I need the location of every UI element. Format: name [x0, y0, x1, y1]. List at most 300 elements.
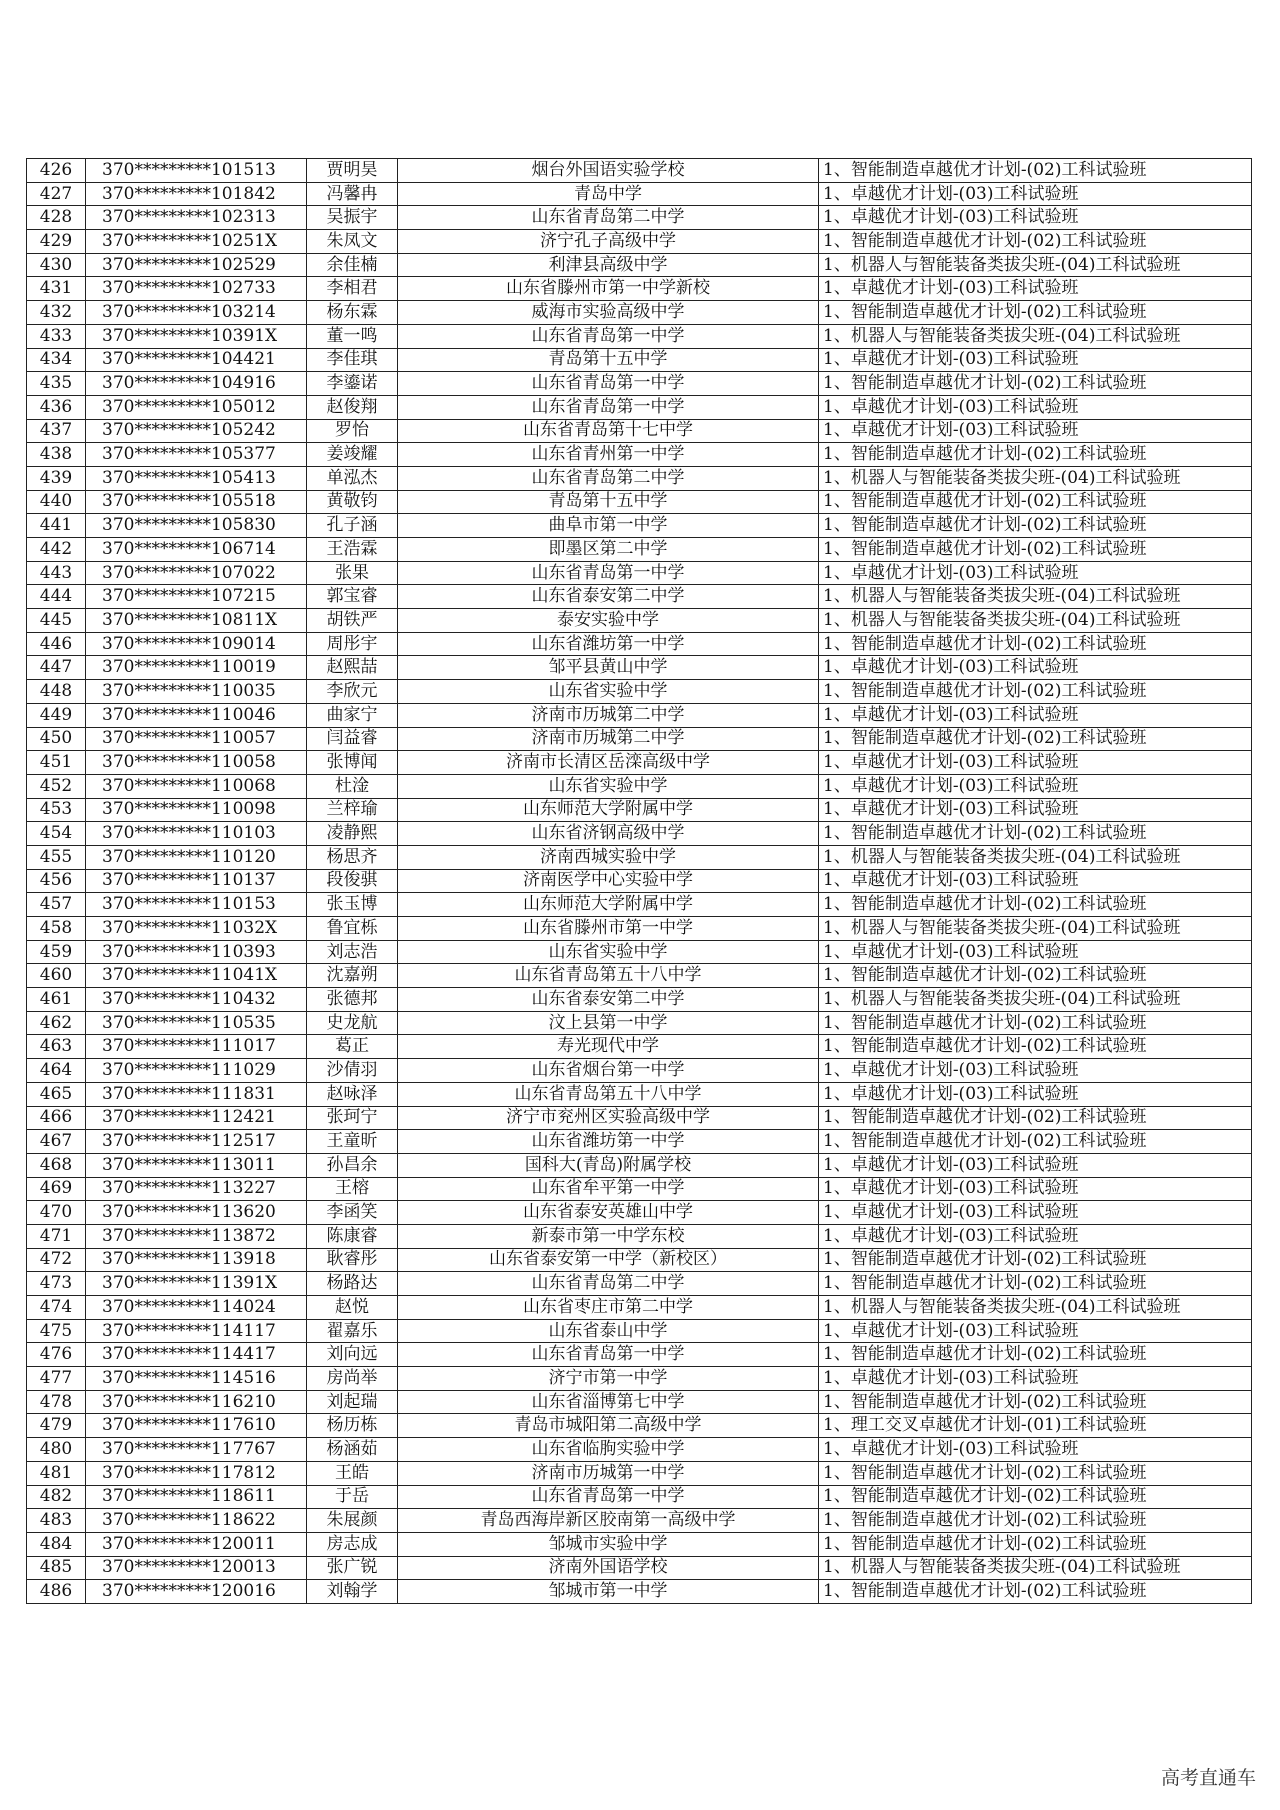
student-name-cell: 凌静熙 — [307, 822, 398, 846]
student-name-cell: 吴振宇 — [307, 206, 398, 230]
student-id-cell: 370*********118611 — [86, 1485, 307, 1509]
student-name-cell: 赵咏泽 — [307, 1082, 398, 1106]
school-name-cell: 济南医学中心实验中学 — [398, 869, 819, 893]
student-id-cell: 370*********105413 — [86, 466, 307, 490]
row-number-cell: 481 — [27, 1461, 86, 1485]
table-row — [27, 159, 1252, 183]
table-row — [27, 1224, 1252, 1248]
row-number-cell: 474 — [27, 1296, 86, 1320]
table-row — [27, 514, 1252, 538]
row-number-cell: 429 — [27, 230, 86, 254]
table-row — [27, 182, 1252, 206]
school-name-cell: 青岛中学 — [398, 182, 819, 206]
school-name-cell: 山东省滕州市第一中学 — [398, 917, 819, 941]
row-number-cell: 475 — [27, 1319, 86, 1343]
row-number-cell: 461 — [27, 988, 86, 1012]
table-row — [27, 538, 1252, 562]
program-name-cell: 1、智能制造卓越优才计划-(02)工科试验班 — [819, 443, 1252, 467]
program-name-cell: 1、智能制造卓越优才计划-(02)工科试验班 — [819, 1532, 1252, 1556]
row-number-cell: 480 — [27, 1438, 86, 1462]
table-row — [27, 1106, 1252, 1130]
row-number-cell: 449 — [27, 703, 86, 727]
program-name-cell: 1、机器人与智能装备类拔尖班-(04)工科试验班 — [819, 917, 1252, 941]
school-name-cell: 山东省青州第一中学 — [398, 443, 819, 467]
school-name-cell: 济南市历城第一中学 — [398, 1461, 819, 1485]
table-row — [27, 1343, 1252, 1367]
student-id-cell: 370*********117812 — [86, 1461, 307, 1485]
school-name-cell: 泰安实验中学 — [398, 609, 819, 633]
table-row — [27, 656, 1252, 680]
program-name-cell: 1、智能制造卓越优才计划-(02)工科试验班 — [819, 680, 1252, 704]
student-name-cell: 张珂宁 — [307, 1106, 398, 1130]
student-name-cell: 闫益睿 — [307, 727, 398, 751]
row-number-cell: 454 — [27, 822, 86, 846]
student-id-cell: 370*********118622 — [86, 1509, 307, 1533]
program-name-cell: 1、智能制造卓越优才计划-(02)工科试验班 — [819, 1580, 1252, 1604]
row-number-cell: 440 — [27, 490, 86, 514]
school-name-cell: 寿光现代中学 — [398, 1035, 819, 1059]
program-name-cell: 1、智能制造卓越优才计划-(02)工科试验班 — [819, 1011, 1252, 1035]
student-id-cell: 370*********110098 — [86, 798, 307, 822]
row-number-cell: 459 — [27, 940, 86, 964]
program-name-cell: 1、机器人与智能装备类拔尖班-(04)工科试验班 — [819, 324, 1252, 348]
row-number-cell: 486 — [27, 1580, 86, 1604]
program-name-cell: 1、机器人与智能装备类拔尖班-(04)工科试验班 — [819, 988, 1252, 1012]
table-row — [27, 1153, 1252, 1177]
table-row — [27, 680, 1252, 704]
table-row — [27, 1485, 1252, 1509]
table-row — [27, 1414, 1252, 1438]
school-name-cell: 山东省泰安第一中学（新校区） — [398, 1248, 819, 1272]
student-id-cell: 370*********120013 — [86, 1556, 307, 1580]
student-name-cell: 李佳琪 — [307, 348, 398, 372]
school-name-cell: 山东师范大学附属中学 — [398, 893, 819, 917]
program-name-cell: 1、智能制造卓越优才计划-(02)工科试验班 — [819, 1485, 1252, 1509]
program-name-cell: 1、卓越优才计划-(03)工科试验班 — [819, 703, 1252, 727]
school-name-cell: 山东省青岛第一中学 — [398, 395, 819, 419]
student-name-cell: 张德邦 — [307, 988, 398, 1012]
school-name-cell: 青岛第十五中学 — [398, 490, 819, 514]
student-name-cell: 曲家宁 — [307, 703, 398, 727]
table-row — [27, 822, 1252, 846]
school-name-cell: 山东省济钢高级中学 — [398, 822, 819, 846]
student-name-cell: 翟嘉乐 — [307, 1319, 398, 1343]
student-id-cell: 370*********117610 — [86, 1414, 307, 1438]
row-number-cell: 458 — [27, 917, 86, 941]
student-name-cell: 史龙航 — [307, 1011, 398, 1035]
student-id-cell: 370*********11041X — [86, 964, 307, 988]
table-row — [27, 703, 1252, 727]
student-id-cell: 370*********104421 — [86, 348, 307, 372]
student-id-cell: 370*********113918 — [86, 1248, 307, 1272]
program-name-cell: 1、智能制造卓越优才计划-(02)工科试验班 — [819, 893, 1252, 917]
row-number-cell: 467 — [27, 1130, 86, 1154]
student-id-cell: 370*********110120 — [86, 845, 307, 869]
table-row — [27, 1580, 1252, 1604]
school-name-cell: 山东省青岛第一中学 — [398, 1343, 819, 1367]
student-name-cell: 杨东霖 — [307, 301, 398, 325]
student-id-cell: 370*********110068 — [86, 774, 307, 798]
table-row — [27, 230, 1252, 254]
table-row — [27, 917, 1252, 941]
table-row — [27, 964, 1252, 988]
student-name-cell: 黄敬钧 — [307, 490, 398, 514]
student-id-cell: 370*********101842 — [86, 182, 307, 206]
student-name-cell: 沈嘉朔 — [307, 964, 398, 988]
school-name-cell: 山东省泰安英雄山中学 — [398, 1201, 819, 1225]
row-number-cell: 463 — [27, 1035, 86, 1059]
student-id-cell: 370*********104916 — [86, 372, 307, 396]
student-id-cell: 370*********105242 — [86, 419, 307, 443]
table-row — [27, 1367, 1252, 1391]
student-id-cell: 370*********110432 — [86, 988, 307, 1012]
student-id-cell: 370*********113872 — [86, 1224, 307, 1248]
student-id-cell: 370*********102313 — [86, 206, 307, 230]
student-id-cell: 370*********10251X — [86, 230, 307, 254]
row-number-cell: 470 — [27, 1201, 86, 1225]
row-number-cell: 483 — [27, 1509, 86, 1533]
student-name-cell: 耿睿彤 — [307, 1248, 398, 1272]
student-id-cell: 370*********105377 — [86, 443, 307, 467]
school-name-cell: 山东省枣庄市第二中学 — [398, 1296, 819, 1320]
row-number-cell: 439 — [27, 466, 86, 490]
school-name-cell: 山东省泰安第二中学 — [398, 585, 819, 609]
program-name-cell: 1、智能制造卓越优才计划-(02)工科试验班 — [819, 1106, 1252, 1130]
student-name-cell: 孙昌余 — [307, 1153, 398, 1177]
school-name-cell: 山东省临朐实验中学 — [398, 1438, 819, 1462]
school-name-cell: 威海市实验高级中学 — [398, 301, 819, 325]
program-name-cell: 1、卓越优才计划-(03)工科试验班 — [819, 1367, 1252, 1391]
table-row — [27, 1556, 1252, 1580]
program-name-cell: 1、卓越优才计划-(03)工科试验班 — [819, 1201, 1252, 1225]
student-name-cell: 罗怡 — [307, 419, 398, 443]
table-row — [27, 1390, 1252, 1414]
table-row — [27, 372, 1252, 396]
row-number-cell: 431 — [27, 277, 86, 301]
student-id-cell: 370*********103214 — [86, 301, 307, 325]
row-number-cell: 479 — [27, 1414, 86, 1438]
student-id-cell: 370*********110153 — [86, 893, 307, 917]
student-id-cell: 370*********120016 — [86, 1580, 307, 1604]
student-name-cell: 杨涵茹 — [307, 1438, 398, 1462]
table-row — [27, 1011, 1252, 1035]
student-name-cell: 鲁宜栎 — [307, 917, 398, 941]
program-name-cell: 1、机器人与智能装备类拔尖班-(04)工科试验班 — [819, 253, 1252, 277]
school-name-cell: 山东省青岛第一中学 — [398, 324, 819, 348]
table-body — [27, 159, 1252, 1604]
school-name-cell: 青岛市城阳第二高级中学 — [398, 1414, 819, 1438]
row-number-cell: 460 — [27, 964, 86, 988]
student-id-cell: 370*********110393 — [86, 940, 307, 964]
student-id-cell: 370*********105518 — [86, 490, 307, 514]
school-name-cell: 山东省实验中学 — [398, 774, 819, 798]
student-name-cell: 赵俊翔 — [307, 395, 398, 419]
student-id-cell: 370*********117767 — [86, 1438, 307, 1462]
table-row — [27, 869, 1252, 893]
student-id-cell: 370*********110103 — [86, 822, 307, 846]
school-name-cell: 青岛西海岸新区胶南第一高级中学 — [398, 1509, 819, 1533]
table-row — [27, 395, 1252, 419]
row-number-cell: 428 — [27, 206, 86, 230]
school-name-cell: 山东省青岛第一中学 — [398, 372, 819, 396]
program-name-cell: 1、机器人与智能装备类拔尖班-(04)工科试验班 — [819, 845, 1252, 869]
row-number-cell: 469 — [27, 1177, 86, 1201]
school-name-cell: 山东省青岛第一中学 — [398, 1485, 819, 1509]
program-name-cell: 1、智能制造卓越优才计划-(02)工科试验班 — [819, 1461, 1252, 1485]
student-id-cell: 370*********105830 — [86, 514, 307, 538]
school-name-cell: 山东省烟台第一中学 — [398, 1059, 819, 1083]
table-row — [27, 419, 1252, 443]
table-row — [27, 206, 1252, 230]
table-row — [27, 751, 1252, 775]
school-name-cell: 新泰市第一中学东校 — [398, 1224, 819, 1248]
row-number-cell: 426 — [27, 159, 86, 183]
school-name-cell: 山东省青岛第二中学 — [398, 1272, 819, 1296]
school-name-cell: 济宁孔子高级中学 — [398, 230, 819, 254]
table-row — [27, 324, 1252, 348]
table-row — [27, 348, 1252, 372]
row-number-cell: 472 — [27, 1248, 86, 1272]
program-name-cell: 1、智能制造卓越优才计划-(02)工科试验班 — [819, 1343, 1252, 1367]
program-name-cell: 1、智能制造卓越优才计划-(02)工科试验班 — [819, 538, 1252, 562]
school-name-cell: 即墨区第二中学 — [398, 538, 819, 562]
table-row — [27, 443, 1252, 467]
student-name-cell: 董一鸣 — [307, 324, 398, 348]
student-id-cell: 370*********114024 — [86, 1296, 307, 1320]
student-name-cell: 郭宝睿 — [307, 585, 398, 609]
student-id-cell: 370*********110058 — [86, 751, 307, 775]
table-row — [27, 1509, 1252, 1533]
row-number-cell: 485 — [27, 1556, 86, 1580]
program-name-cell: 1、智能制造卓越优才计划-(02)工科试验班 — [819, 1390, 1252, 1414]
table-row — [27, 1532, 1252, 1556]
student-name-cell: 刘翰学 — [307, 1580, 398, 1604]
row-number-cell: 477 — [27, 1367, 86, 1391]
student-id-cell: 370*********114417 — [86, 1343, 307, 1367]
student-name-cell: 房志成 — [307, 1532, 398, 1556]
program-name-cell: 1、卓越优才计划-(03)工科试验班 — [819, 1082, 1252, 1106]
school-name-cell: 利津县高级中学 — [398, 253, 819, 277]
school-name-cell: 济南西城实验中学 — [398, 845, 819, 869]
student-name-cell: 李欣元 — [307, 680, 398, 704]
student-name-cell: 李相君 — [307, 277, 398, 301]
row-number-cell: 451 — [27, 751, 86, 775]
student-id-cell: 370*********114516 — [86, 1367, 307, 1391]
row-number-cell: 452 — [27, 774, 86, 798]
table-row — [27, 1461, 1252, 1485]
student-id-cell: 370*********111017 — [86, 1035, 307, 1059]
student-id-cell: 370*********114117 — [86, 1319, 307, 1343]
school-name-cell: 山东省泰安第二中学 — [398, 988, 819, 1012]
school-name-cell: 山东省青岛第二中学 — [398, 206, 819, 230]
school-name-cell: 济南市历城第二中学 — [398, 703, 819, 727]
program-name-cell: 1、卓越优才计划-(03)工科试验班 — [819, 869, 1252, 893]
program-name-cell: 1、机器人与智能装备类拔尖班-(04)工科试验班 — [819, 1556, 1252, 1580]
school-name-cell: 济宁市兖州区实验高级中学 — [398, 1106, 819, 1130]
row-number-cell: 468 — [27, 1153, 86, 1177]
student-name-cell: 葛正 — [307, 1035, 398, 1059]
program-name-cell: 1、机器人与智能装备类拔尖班-(04)工科试验班 — [819, 1296, 1252, 1320]
table-row — [27, 490, 1252, 514]
program-name-cell: 1、卓越优才计划-(03)工科试验班 — [819, 419, 1252, 443]
school-name-cell: 曲阜市第一中学 — [398, 514, 819, 538]
student-id-cell: 370*********110137 — [86, 869, 307, 893]
program-name-cell: 1、智能制造卓越优才计划-(02)工科试验班 — [819, 514, 1252, 538]
student-name-cell: 杨思齐 — [307, 845, 398, 869]
student-id-cell: 370*********111831 — [86, 1082, 307, 1106]
student-id-cell: 370*********110035 — [86, 680, 307, 704]
program-name-cell: 1、卓越优才计划-(03)工科试验班 — [819, 1224, 1252, 1248]
student-id-cell: 370*********110019 — [86, 656, 307, 680]
student-name-cell: 于岳 — [307, 1485, 398, 1509]
program-name-cell: 1、智能制造卓越优才计划-(02)工科试验班 — [819, 1248, 1252, 1272]
program-name-cell: 1、智能制造卓越优才计划-(02)工科试验班 — [819, 1272, 1252, 1296]
row-number-cell: 448 — [27, 680, 86, 704]
student-name-cell: 刘起瑞 — [307, 1390, 398, 1414]
row-number-cell: 465 — [27, 1082, 86, 1106]
student-name-cell: 胡铁严 — [307, 609, 398, 633]
table-row — [27, 1296, 1252, 1320]
student-id-cell: 370*********116210 — [86, 1390, 307, 1414]
row-number-cell: 444 — [27, 585, 86, 609]
program-name-cell: 1、卓越优才计划-(03)工科试验班 — [819, 1059, 1252, 1083]
school-name-cell: 山东省潍坊第一中学 — [398, 632, 819, 656]
table-row — [27, 845, 1252, 869]
student-id-cell: 370*********109014 — [86, 632, 307, 656]
program-name-cell: 1、卓越优才计划-(03)工科试验班 — [819, 561, 1252, 585]
program-name-cell: 1、智能制造卓越优才计划-(02)工科试验班 — [819, 632, 1252, 656]
watermark-text: 高考直通车 — [1160, 1767, 1256, 1789]
school-name-cell: 邹平县黄山中学 — [398, 656, 819, 680]
school-name-cell: 山东省牟平第一中学 — [398, 1177, 819, 1201]
table-row — [27, 893, 1252, 917]
row-number-cell: 441 — [27, 514, 86, 538]
school-name-cell: 山东省青岛第五十八中学 — [398, 964, 819, 988]
row-number-cell: 442 — [27, 538, 86, 562]
table-row — [27, 561, 1252, 585]
row-number-cell: 456 — [27, 869, 86, 893]
student-name-cell: 沙倩羽 — [307, 1059, 398, 1083]
program-name-cell: 1、卓越优才计划-(03)工科试验班 — [819, 182, 1252, 206]
program-name-cell: 1、机器人与智能装备类拔尖班-(04)工科试验班 — [819, 585, 1252, 609]
student-id-cell: 370*********102733 — [86, 277, 307, 301]
student-name-cell: 朱凤文 — [307, 230, 398, 254]
school-name-cell: 济南外国语学校 — [398, 1556, 819, 1580]
row-number-cell: 482 — [27, 1485, 86, 1509]
row-number-cell: 446 — [27, 632, 86, 656]
student-name-cell: 张博闻 — [307, 751, 398, 775]
row-number-cell: 432 — [27, 301, 86, 325]
table-row — [27, 940, 1252, 964]
program-name-cell: 1、智能制造卓越优才计划-(02)工科试验班 — [819, 727, 1252, 751]
program-name-cell: 1、智能制造卓越优才计划-(02)工科试验班 — [819, 301, 1252, 325]
school-name-cell: 山东省青岛第一中学 — [398, 561, 819, 585]
program-name-cell: 1、智能制造卓越优才计划-(02)工科试验班 — [819, 372, 1252, 396]
student-name-cell: 王榕 — [307, 1177, 398, 1201]
student-id-cell: 370*********107022 — [86, 561, 307, 585]
program-name-cell: 1、智能制造卓越优才计划-(02)工科试验班 — [819, 1035, 1252, 1059]
school-name-cell: 烟台外国语实验学校 — [398, 159, 819, 183]
student-id-cell: 370*********113011 — [86, 1153, 307, 1177]
school-name-cell: 山东省实验中学 — [398, 940, 819, 964]
school-name-cell: 汶上县第一中学 — [398, 1011, 819, 1035]
school-name-cell: 山东省滕州市第一中学新校 — [398, 277, 819, 301]
student-name-cell: 贾明昊 — [307, 159, 398, 183]
student-name-cell: 姜竣耀 — [307, 443, 398, 467]
program-name-cell: 1、卓越优才计划-(03)工科试验班 — [819, 206, 1252, 230]
student-name-cell: 单泓杰 — [307, 466, 398, 490]
school-name-cell: 青岛第十五中学 — [398, 348, 819, 372]
student-name-cell: 余佳楠 — [307, 253, 398, 277]
program-name-cell: 1、机器人与智能装备类拔尖班-(04)工科试验班 — [819, 609, 1252, 633]
row-number-cell: 447 — [27, 656, 86, 680]
row-number-cell: 464 — [27, 1059, 86, 1083]
student-name-cell: 赵悦 — [307, 1296, 398, 1320]
school-name-cell: 山东省青岛第十七中学 — [398, 419, 819, 443]
table-row — [27, 988, 1252, 1012]
table-row — [27, 632, 1252, 656]
student-name-cell: 周彤宇 — [307, 632, 398, 656]
table-row — [27, 277, 1252, 301]
school-name-cell: 山东省泰山中学 — [398, 1319, 819, 1343]
table-row — [27, 1130, 1252, 1154]
student-id-cell: 370*********11032X — [86, 917, 307, 941]
program-name-cell: 1、卓越优才计划-(03)工科试验班 — [819, 751, 1252, 775]
program-name-cell: 1、智能制造卓越优才计划-(02)工科试验班 — [819, 822, 1252, 846]
row-number-cell: 436 — [27, 395, 86, 419]
program-name-cell: 1、智能制造卓越优才计划-(02)工科试验班 — [819, 159, 1252, 183]
student-name-cell: 赵熙喆 — [307, 656, 398, 680]
student-id-cell: 370*********102529 — [86, 253, 307, 277]
row-number-cell: 437 — [27, 419, 86, 443]
student-name-cell: 冯馨冉 — [307, 182, 398, 206]
table-row — [27, 1272, 1252, 1296]
school-name-cell: 山东师范大学附属中学 — [398, 798, 819, 822]
row-number-cell: 434 — [27, 348, 86, 372]
table-row — [27, 301, 1252, 325]
student-name-cell: 孔子涵 — [307, 514, 398, 538]
student-id-cell: 370*********106714 — [86, 538, 307, 562]
student-id-cell: 370*********101513 — [86, 159, 307, 183]
student-id-cell: 370*********110535 — [86, 1011, 307, 1035]
row-number-cell: 484 — [27, 1532, 86, 1556]
row-number-cell: 457 — [27, 893, 86, 917]
student-id-cell: 370*********107215 — [86, 585, 307, 609]
admission-table — [26, 158, 1252, 1604]
program-name-cell: 1、智能制造卓越优才计划-(02)工科试验班 — [819, 1509, 1252, 1533]
school-name-cell: 山东省青岛第二中学 — [398, 466, 819, 490]
row-number-cell: 450 — [27, 727, 86, 751]
table-row — [27, 727, 1252, 751]
student-id-cell: 370*********10391X — [86, 324, 307, 348]
student-name-cell: 张果 — [307, 561, 398, 585]
row-number-cell: 476 — [27, 1343, 86, 1367]
student-id-cell: 370*********120011 — [86, 1532, 307, 1556]
school-name-cell: 济宁市第一中学 — [398, 1367, 819, 1391]
student-name-cell: 房尚举 — [307, 1367, 398, 1391]
school-name-cell: 济南市长清区岳滦高级中学 — [398, 751, 819, 775]
student-name-cell: 张玉博 — [307, 893, 398, 917]
program-name-cell: 1、智能制造卓越优才计划-(02)工科试验班 — [819, 490, 1252, 514]
table-row — [27, 798, 1252, 822]
table-row — [27, 253, 1252, 277]
row-number-cell: 427 — [27, 182, 86, 206]
table-row — [27, 1059, 1252, 1083]
student-id-cell: 370*********110057 — [86, 727, 307, 751]
table-row — [27, 585, 1252, 609]
school-name-cell: 山东省实验中学 — [398, 680, 819, 704]
row-number-cell: 438 — [27, 443, 86, 467]
